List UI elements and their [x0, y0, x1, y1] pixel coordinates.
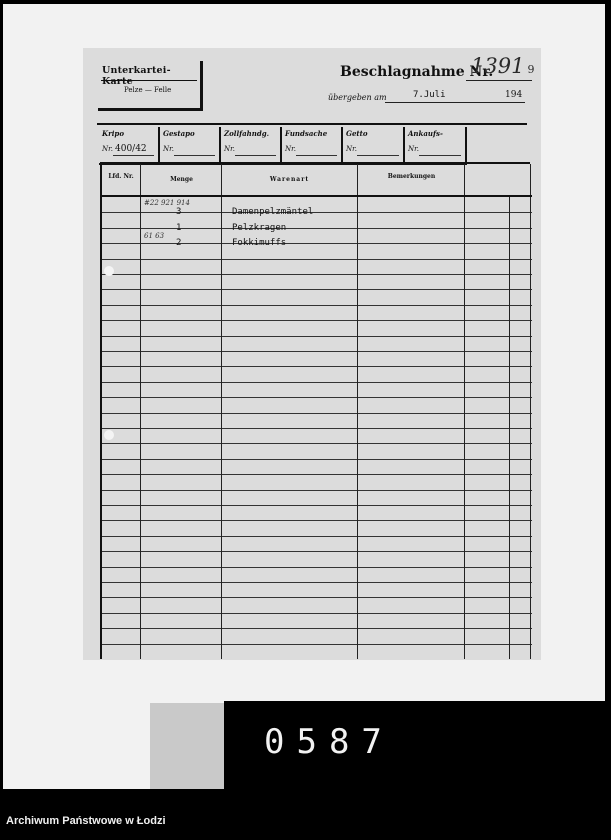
field-label: Kripo: [102, 129, 124, 138]
header-lfd: [102, 164, 140, 195]
field-nr-line: [296, 155, 337, 156]
row-warenart: Pelzkragen: [232, 223, 287, 233]
title-rule: [101, 80, 197, 81]
row-rule: [102, 351, 532, 352]
archive-name: Archiwum Państwowe w Łodzi: [6, 815, 166, 827]
field-label: Ankaufs-: [408, 129, 443, 138]
row-rule: [102, 536, 532, 537]
frame-number: 0587: [264, 722, 394, 762]
field-gestapo: [160, 127, 221, 165]
row-rule: [102, 428, 532, 429]
row-rule: [102, 582, 532, 583]
row-rule: [102, 490, 532, 491]
card-title-box: [98, 61, 203, 111]
row-warenart: Damenpelzmäntel: [232, 207, 314, 217]
header-rule: [97, 123, 527, 125]
row-rule: [102, 443, 532, 444]
row-rule: [102, 336, 532, 337]
field-nr-line: [419, 155, 461, 156]
field-value: 400/42: [115, 144, 147, 154]
field-label: Getto: [346, 129, 368, 138]
uebergeben-label: übergeben am: [328, 93, 387, 102]
field-nr-label: Nr.: [163, 145, 174, 153]
field-nr-line: [113, 155, 154, 156]
row-rule: [102, 397, 532, 398]
row-rule: [102, 459, 532, 460]
field-nr-line: [174, 155, 215, 156]
row-rule: [102, 382, 532, 383]
punch-hole: [104, 266, 114, 276]
row-note: 61 63: [144, 232, 165, 240]
column-divider: [221, 164, 222, 659]
header-menge-text: Menge: [170, 176, 193, 183]
row-rule: [102, 474, 532, 475]
table-rows: [102, 197, 532, 659]
field-label: Zollfahndg.: [224, 129, 270, 138]
row-rule: [102, 259, 532, 260]
row-rule: [102, 320, 532, 321]
header-bottom-rule: [102, 195, 532, 197]
column-divider: [509, 197, 510, 659]
beschlagnahme-suffix: 9: [527, 63, 535, 76]
field-label: Gestapo: [163, 129, 195, 138]
index-card: [83, 48, 541, 660]
field-nr-line: [357, 155, 399, 156]
header-warenart-text: Warenart: [269, 176, 310, 183]
field-kripo: [99, 127, 160, 165]
row-rule: [102, 212, 532, 213]
row-menge: 1: [176, 223, 182, 233]
field-nr-label: Nr.: [285, 145, 296, 153]
field-nr-label: Nr.: [224, 145, 235, 153]
row-rule: [102, 628, 532, 629]
field-fundsache: [282, 127, 343, 165]
field-nr-label: Nr.: [408, 145, 419, 153]
field-nr-label: Nr.: [102, 145, 113, 153]
stamp-shadow: [150, 703, 224, 789]
beschlagnahme-number: 1391 9: [471, 54, 535, 78]
punch-hole: [104, 430, 114, 440]
header-lfd-text: Lfd. Nr.: [108, 173, 134, 180]
row-rule: [102, 305, 532, 306]
row-rule: [102, 551, 532, 552]
row-rule: [102, 597, 532, 598]
row-menge: 2: [176, 238, 182, 248]
row-menge: 3: [176, 207, 182, 217]
field-ankaufs: [405, 127, 467, 165]
field-getto: [343, 127, 405, 165]
card-subtitle: Pelze — Felle: [124, 86, 172, 94]
row-rule: [102, 289, 532, 290]
field-zollfahndung: [221, 127, 282, 165]
uebergeben-date: 7.Juli: [413, 90, 446, 100]
row-rule: [102, 520, 532, 521]
column-divider: [530, 164, 531, 659]
column-divider: [140, 164, 141, 659]
row-rule: [102, 567, 532, 568]
header-bemerkungen-text: Bemerkungen: [387, 173, 436, 180]
header-bemerkungen: [358, 164, 465, 195]
column-divider: [464, 164, 465, 659]
row-rule: [102, 228, 532, 229]
column-divider: [357, 164, 358, 659]
header-menge: [142, 164, 221, 195]
field-nr-label: Nr.: [346, 145, 357, 153]
header-warenart: [222, 164, 357, 195]
field-label: Fundsache: [285, 129, 328, 138]
beschlagnahme-line: [466, 80, 532, 81]
row-rule: [102, 505, 532, 506]
uebergeben-year: 194: [505, 90, 523, 100]
row-rule: [102, 413, 532, 414]
uebergeben-line: [385, 102, 525, 103]
row-rule: [102, 243, 532, 244]
card-title: Unterkartei-Karte: [102, 65, 171, 87]
row-rule: [102, 274, 532, 275]
beschlagnahme-label: Beschlagnahme Nr.: [340, 64, 494, 80]
row-rule: [102, 613, 532, 614]
items-table: [100, 162, 530, 659]
row-warenart: Fokkimuffs: [232, 238, 287, 248]
field-nr-line: [235, 155, 276, 156]
row-note: #22 921 914: [144, 199, 190, 207]
row-rule: [102, 366, 532, 367]
row-rule: [102, 644, 532, 645]
